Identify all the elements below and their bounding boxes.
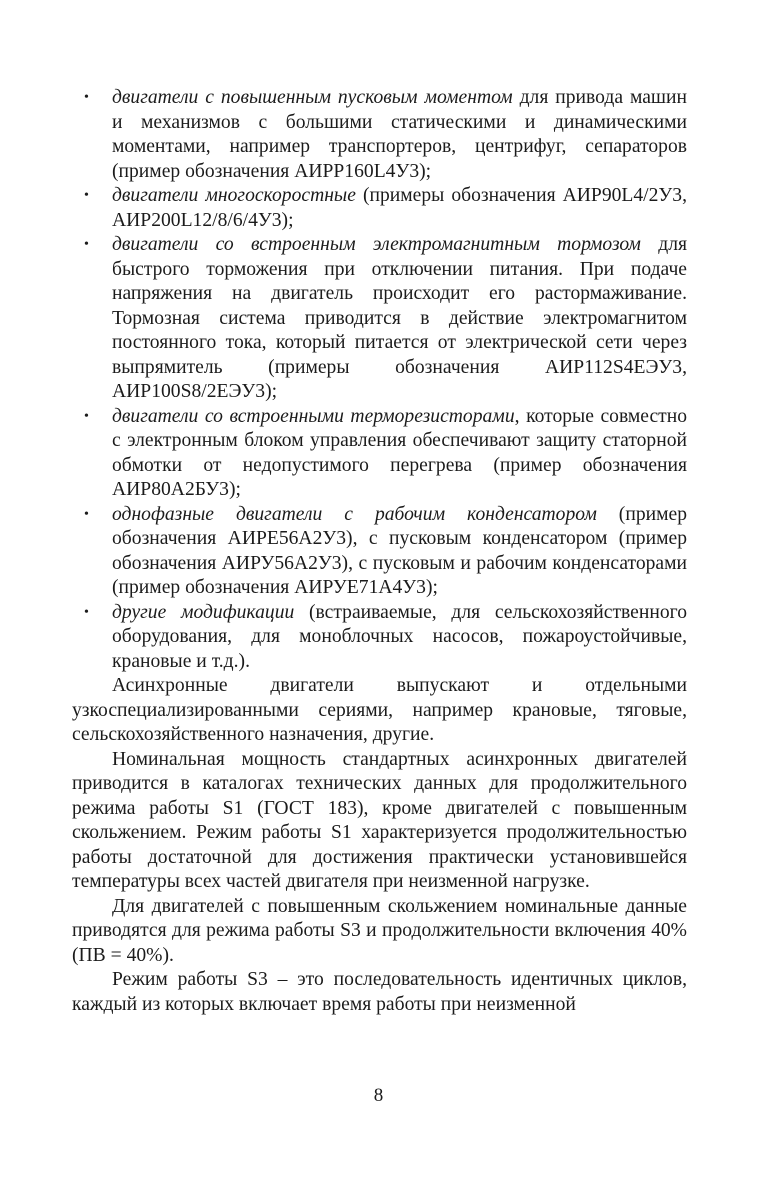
list-item-text: для привода машин и механизмов с большими статическими и динамическими моментами, например транспортеров, центрифуг, сепараторов (пример обозначения АИРР160L4У3); bbox=[112, 87, 687, 182]
list-item-term: двигатели со встроенным электромагнитным тормозом bbox=[112, 234, 641, 255]
list-item-text: для быстрого торможения при отключении питания. При подаче напряжения на двигатель происходит его растормаживание. Тормозная система приводится в действие электромагнитом постоянного тока, который питается от электрической сети через выпрямитель (примеры обозначения АИР112S4ЕЭУ3, АИР100S8/2ЕЭУ3); bbox=[112, 234, 687, 402]
paragraph-high-slip: Для двигателей с повышенным скольжением номинальные данные приводятся для режима работы S3 и продолжительности включения 40% (ПВ = 40%). bbox=[72, 895, 687, 966]
bullet-icon: • bbox=[84, 604, 89, 620]
page-body bbox=[72, 86, 687, 1017]
list-item-term: двигатели многоскоростные bbox=[112, 185, 356, 206]
list-item-text: (пример обозначения АИРЕ56А2У3), с пусковым конденсатором (пример обозначения АИРУ56А2У3), с пусковым и рабочим конденсаторами (пример обозначения АИРУЕ71А4У3); bbox=[112, 503, 687, 598]
list-item bbox=[72, 86, 687, 184]
list-item-text: (примеры обозначения АИР90L4/2У3, АИР200L12/8/6/4У3); bbox=[112, 185, 687, 231]
paragraph-mode-s3: Режим работы S3 – это последовательность идентичных циклов, каждый из которых включает время работы при неизменной bbox=[72, 969, 687, 1015]
modification-list bbox=[72, 86, 687, 674]
paragraph-rated-power: Номинальная мощность стандартных асинхронных двигателей приводится в каталогах технических данных для продолжительного режима работы S1 (ГОСТ 183), кроме двигателей с повышенным скольжением. Режим работы S1 характеризуется продолжительностью работы достаточной для достижения практически установившейся температуры всех частей двигателя при неизменной нагрузке. bbox=[72, 748, 687, 892]
list-item bbox=[72, 503, 687, 601]
paragraph-special-series: Асинхронные двигатели выпускают и отдельными узкоспециализированными сериями, например крановые, тяговые, сельскохозяйственного назначения, другие. bbox=[72, 675, 687, 745]
bullet-icon: • bbox=[84, 506, 89, 522]
bullet-icon: • bbox=[84, 237, 89, 252]
bullet-icon: • bbox=[84, 90, 89, 105]
bullet-icon: • bbox=[84, 408, 89, 424]
list-item bbox=[72, 184, 687, 233]
list-item-text: , которые совместно с электронным блоком управления обеспечивают защиту статорной обмотки от недопустимого перегрева (пример обозначения АИР80А2БУ3); bbox=[112, 405, 687, 500]
list-item bbox=[72, 601, 687, 675]
list-item-term: однофазные двигатели с рабочим конденсатором bbox=[112, 503, 597, 525]
list-item bbox=[72, 233, 687, 405]
list-item bbox=[72, 405, 687, 503]
page-number: 8 bbox=[373, 1085, 384, 1106]
list-item-term: двигатели с повышенным пусковым моментом bbox=[112, 87, 513, 108]
bullet-icon: • bbox=[84, 188, 89, 203]
list-item-text: (встраиваемые, для сельскохозяйственного оборудования, для моноблочных насосов, пожароустойчивые, крановые и т.д.). bbox=[112, 601, 687, 672]
list-item-term: двигатели со встроенными терморезисторами bbox=[112, 405, 515, 427]
list-item-term: другие модификации bbox=[112, 601, 295, 623]
